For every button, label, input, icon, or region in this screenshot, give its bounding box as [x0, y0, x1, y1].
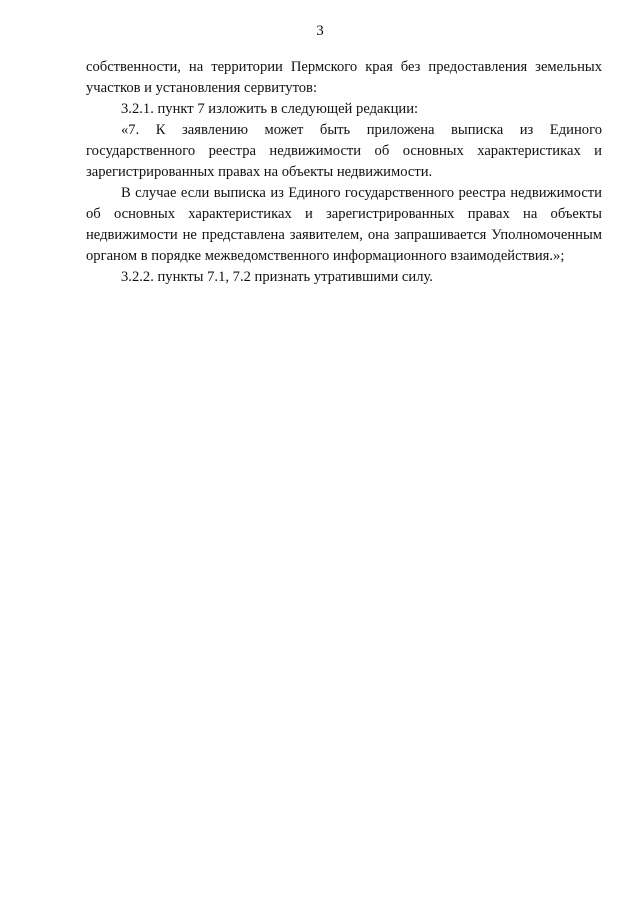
paragraph-continuation: собственности, на территории Пермского края без предоставления земельных участков и установления сервитутов:	[86, 59, 602, 96]
page-number: 3	[316, 23, 324, 39]
paragraph-point-7: «7. К заявлению может быть приложена выписка из Единого государственного реестра недвижимости об основных характеристиках и зарегистрированных правах на объекты недвижимости.	[86, 122, 602, 180]
document-body	[86, 57, 602, 288]
paragraph-item-3-2-1: 3.2.1. пункт 7 изложить в следующей редакции:	[121, 101, 419, 117]
paragraph-item-3-2-2: 3.2.2. пункты 7.1, 7.2 признать утратившими силу.	[121, 269, 433, 285]
paragraph-point-7-case: В случае если выписка из Единого государственного реестра недвижимости об основных характеристиках и зарегистрированных правах на объекты недвижимости не представлена заявителем, она запрашивается Уполномоченным органом в порядке межведомственного информационного взаимодействия.»;	[86, 185, 602, 264]
